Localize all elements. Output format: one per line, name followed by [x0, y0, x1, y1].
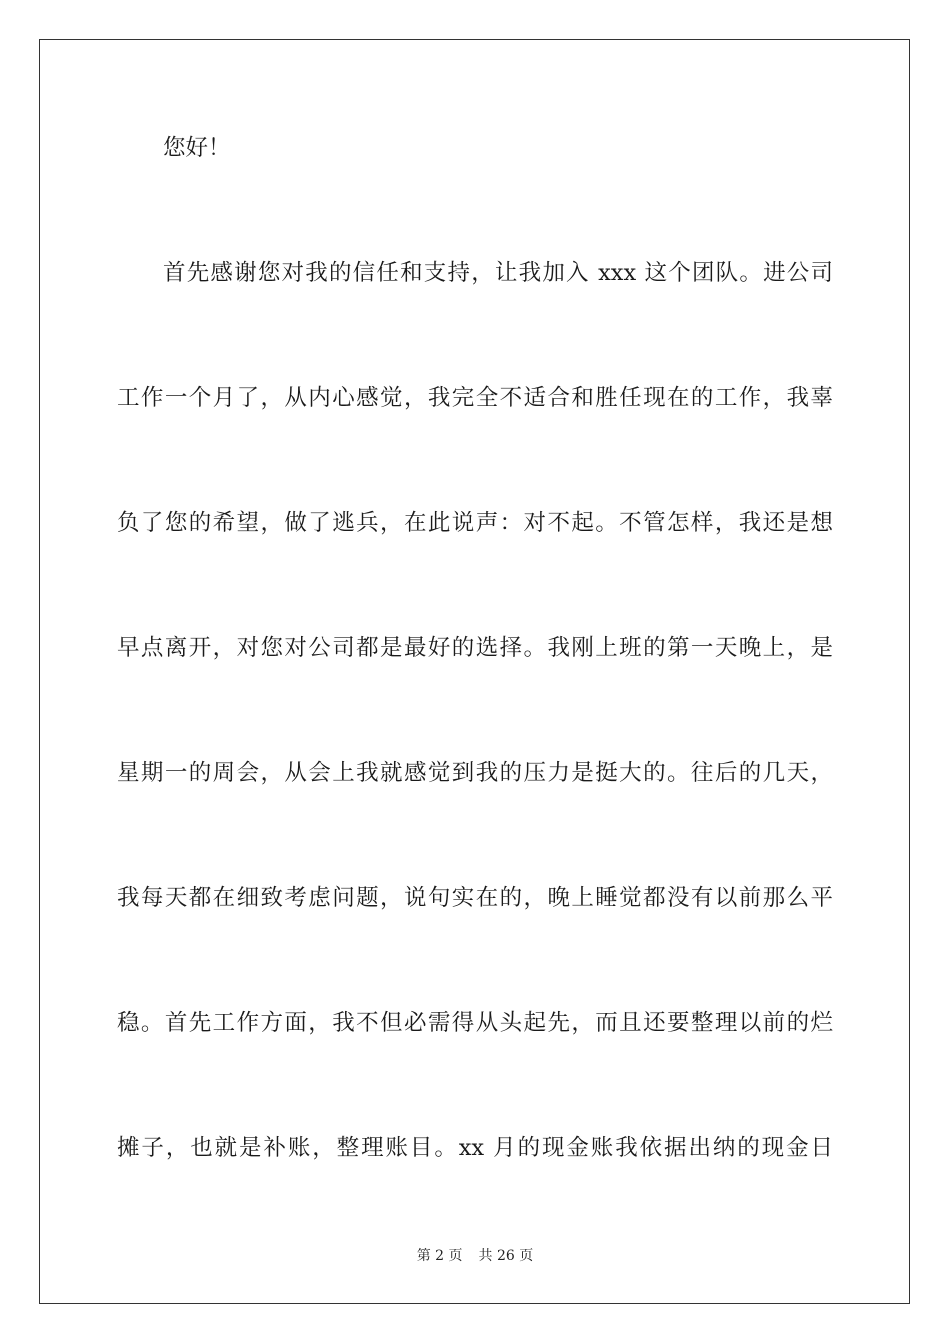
greeting-text: 您好！ — [163, 135, 231, 161]
body-line-6: 我每天都在细致考虑问题，说句实在的，晚上睡觉都没有以前那么平 — [117, 885, 833, 911]
page-border — [39, 39, 910, 1304]
body-line-2: 工作一个月了，从内心感觉，我完全不适合和胜任现在的工作，我辜 — [117, 385, 833, 411]
body-line-4: 早点离开，对您对公司都是最好的选择。我刚上班的第一天晚上，是 — [117, 635, 833, 661]
page-footer — [0, 1247, 950, 1265]
page-total: 共 26 页 — [478, 1248, 534, 1264]
body-line-1: 首先感谢您对我的信任和支持，让我加入 xxx 这个团队。进公司 — [163, 260, 833, 286]
page-number: 第 2 页 — [416, 1248, 463, 1264]
body-line-8: 摊子，也就是补账，整理账目。xx 月的现金账我依据出纳的现金日 — [117, 1135, 833, 1161]
body-line-7: 稳。首先工作方面，我不但必需得从头起先，而且还要整理以前的烂 — [117, 1010, 833, 1036]
body-line-3: 负了您的希望，做了逃兵，在此说声：对不起。不管怎样，我还是想 — [117, 510, 833, 536]
body-line-5: 星期一的周会，从会上我就感觉到我的压力是挺大的。往后的几天， — [117, 760, 833, 786]
